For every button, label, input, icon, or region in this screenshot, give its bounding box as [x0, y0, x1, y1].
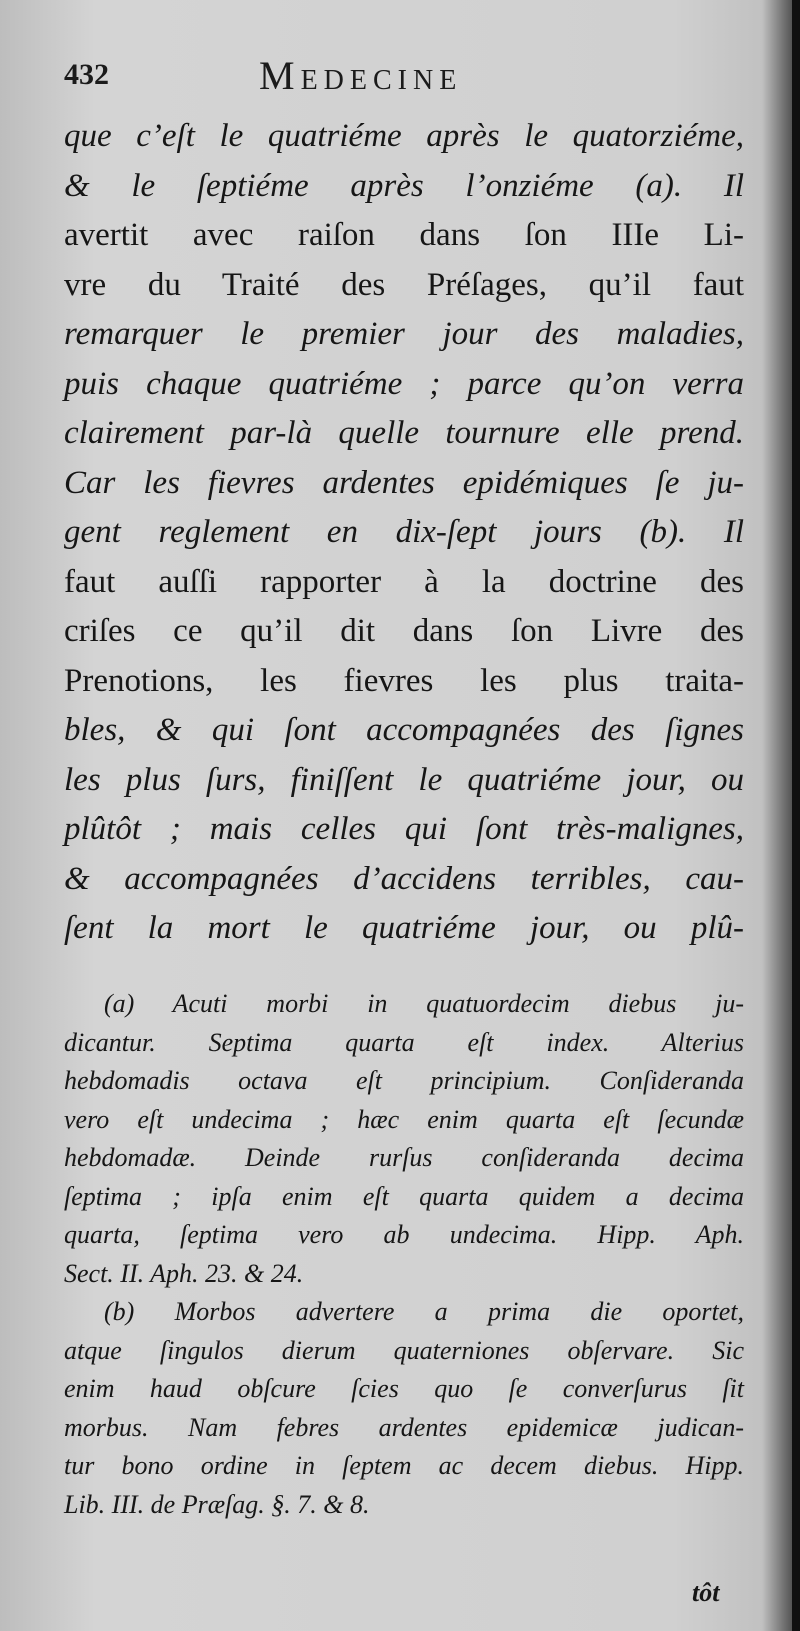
text-line: bles, & qui ſont accompagnées des ſignes	[64, 712, 744, 748]
page-edge-shadow	[762, 0, 792, 1631]
running-head: Medecine	[259, 53, 463, 98]
text-line: puis chaque quatriéme ; parce qu’on verra	[64, 365, 744, 402]
text-line: les plus ſurs, finiſſent le quatriéme jour, ou	[64, 761, 744, 798]
footnote-a-line: dicantur. Septima quarta eſt index. Alterius	[64, 1027, 744, 1057]
text-line: & accompagnées d’accidens terribles, cau-	[64, 860, 744, 897]
text-line: clairement par-là quelle tournure elle prend.	[64, 415, 744, 451]
footnote-a-line: quarta, ſeptima vero ab undecima. Hipp. Aph.	[64, 1220, 744, 1249]
footnote-b-line: Lib. III. de Præſag. §. 7. & 8.	[64, 1489, 370, 1519]
text-line: remarquer le premier jour des maladies,	[64, 316, 744, 352]
text-line: que c’eſt le quatriéme après le quatorziéme,	[64, 118, 744, 154]
text-line: Car les fievres ardentes epidémiques ſe ju-	[64, 464, 744, 501]
footnote-a-line: Sect. II. Aph. 23. & 24.	[64, 1258, 304, 1288]
footnote-b-line: atque ſingulos dierum quaterniones obſervare. Sic	[64, 1335, 744, 1365]
text-line: avertit avec raiſon dans ſon IIIe Li-	[64, 217, 744, 253]
text-line: & le ſeptiéme après l’onziéme (a). Il	[64, 167, 744, 204]
footnote-b-line: (b) Morbos advertere a prima die oportet,	[104, 1297, 744, 1326]
footnote-b-line: enim haud obſcure ſcies quo ſe converſurus ſit	[64, 1374, 744, 1403]
footnote-b-line: morbus. Nam febres ardentes epidemicæ judican-	[64, 1412, 744, 1442]
footnote-a-line: hebdomadæ. Deinde rurſus conſideranda decima	[64, 1143, 744, 1172]
footnote-a-line: hebdomadis octava eſt principium. Conſideranda	[64, 1066, 744, 1095]
footnote-a-line: (a) Acuti morbi in quatuordecim diebus ju-	[104, 989, 744, 1018]
text-line: Prenotions, les fievres les plus traita-	[64, 662, 744, 699]
page-header	[64, 52, 744, 102]
footnote-a-line: vero eſt undecima ; hæc enim quarta eſt ſecundæ	[64, 1104, 744, 1134]
text-line: plûtôt ; mais celles qui ſont très-malignes,	[64, 811, 744, 847]
text-line: gent reglement en dix-ſept jours (b). Il	[64, 514, 744, 550]
main-text-block	[64, 112, 744, 954]
text-line: vre du Traité des Préſages, qu’il faut	[64, 266, 744, 303]
footnote-a-line: ſeptima ; ipſa enim eſt quarta quidem a decima	[64, 1181, 744, 1211]
catchword: tôt	[692, 1578, 720, 1607]
text-line: criſes ce qu’il dit dans ſon Livre des	[64, 613, 744, 649]
footnote-b-line: tur bono ordine in ſeptem ac decem diebus. Hipp.	[64, 1451, 744, 1480]
footnotes-block	[64, 985, 744, 1524]
text-line: faut auſſi rapporter à la doctrine des	[64, 563, 744, 600]
page-number: 432	[64, 58, 109, 91]
text-line: ſent la mort le quatriéme jour, ou plû-	[64, 910, 744, 946]
